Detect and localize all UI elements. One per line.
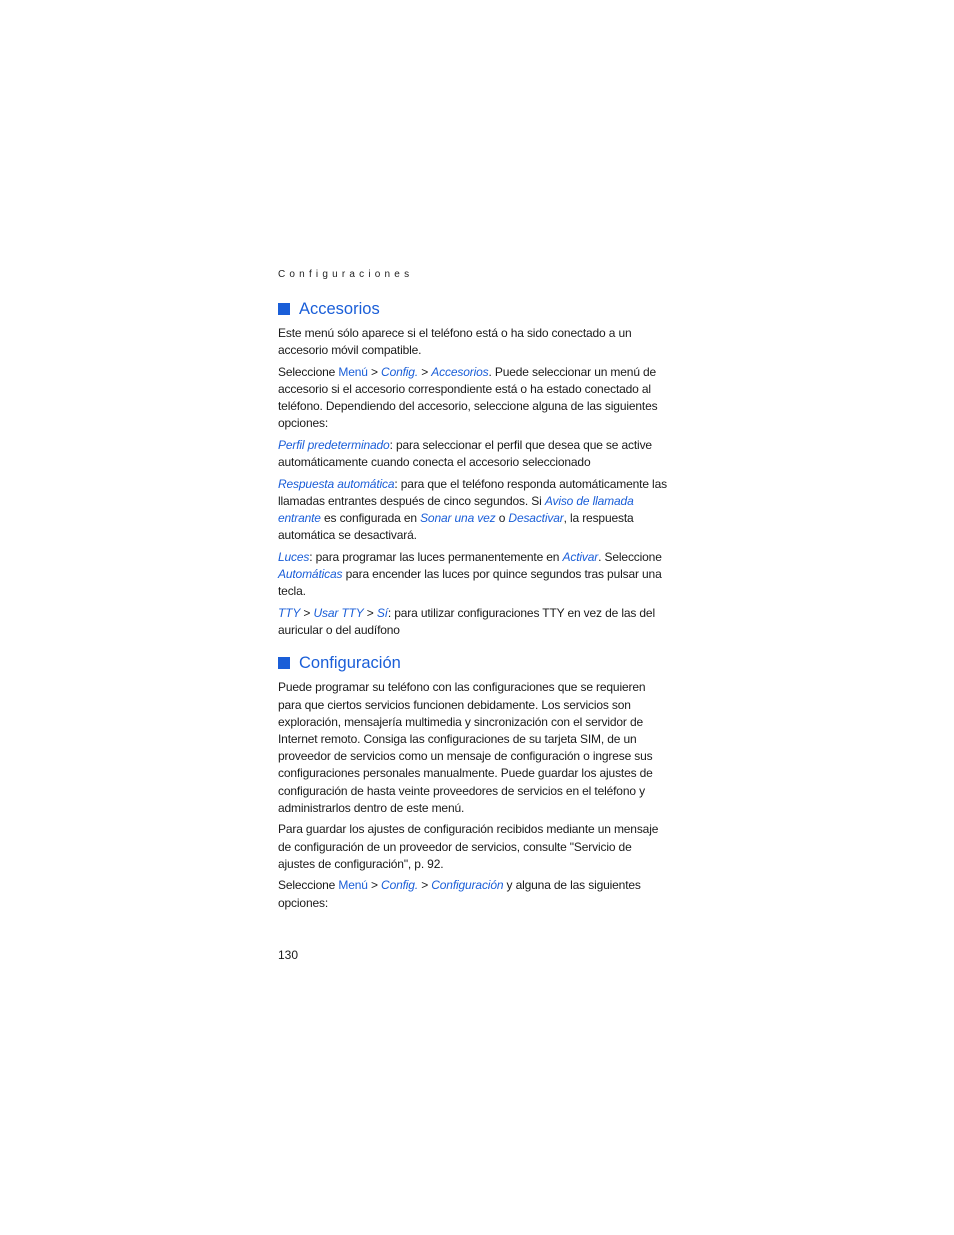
text-run: Seleccione [278, 364, 339, 379]
separator: > [363, 606, 377, 620]
text-run: Seleccione [278, 878, 339, 893]
section-heading-configuracion [278, 652, 670, 674]
menu-reference: Menú [338, 878, 368, 893]
text-run: para encender las luces por quince segundos tras pulsar una tecla. [278, 567, 662, 599]
paragraph [278, 877, 670, 911]
text-run: , la respuesta automática se desactivará. [278, 511, 634, 543]
paragraph: Este menú sólo aparece si el teléfono está o ha sido conectado a un accesorio móvil compatible. [278, 326, 632, 358]
page-number: 130 [278, 948, 299, 962]
text-run: o [495, 511, 509, 526]
text-run: y alguna de las siguientes opciones: [278, 878, 641, 910]
option-reference: Config. [381, 364, 419, 379]
option-reference: Desactivar [508, 511, 564, 526]
separator: > [418, 878, 432, 893]
running-header: Configuraciones [278, 269, 414, 280]
text-run: es configurada en [320, 511, 421, 526]
section-configuracion [278, 652, 670, 911]
section-title: Accesorios [299, 300, 380, 318]
paragraph [278, 476, 670, 545]
paragraph [278, 549, 670, 601]
option-reference: Accesorios [431, 364, 489, 379]
option-reference: Usar TTY [313, 606, 364, 620]
section-title: Configuración [299, 654, 401, 673]
option-reference: Activar [562, 550, 599, 564]
separator: > [367, 364, 382, 379]
paragraph [278, 605, 670, 639]
text-run: : para programar las luces permanentemente en [309, 550, 563, 564]
option-reference: Sí [376, 606, 388, 620]
text-run: . Puede seleccionar un menú de accesorio si el accesorio correspondiente está o ha estado conectado al teléfono. Dependiendo del accesorio, seleccione alguna de las siguientes opciones: [278, 364, 658, 431]
section-heading-accesorios [278, 298, 670, 320]
option-reference: TTY [278, 606, 301, 620]
menu-reference: Menú [338, 364, 368, 379]
option-reference: Respuesta automática [278, 476, 395, 491]
option-reference: Perfil predeterminado [278, 438, 390, 452]
paragraph [278, 364, 670, 433]
text-run: . Seleccione [598, 550, 662, 564]
section-accesorios [278, 298, 670, 639]
page-content [278, 268, 670, 916]
option-reference: Config. [381, 878, 419, 893]
option-reference: Luces [278, 550, 310, 564]
text-run: : para seleccionar el perfil que desea que se active automáticamente cuando conecta el accesorio seleccionado [278, 438, 652, 470]
separator: > [418, 364, 432, 379]
option-reference: Aviso de llamada entrante [278, 494, 634, 526]
heading-square-icon [278, 657, 290, 669]
paragraph: Puede programar su teléfono con las configuraciones que se requieren para que ciertos servicios funcionen debidamente. Los servicios son exploración, mensajería multimedia y sincronización con el servidor de Internet remoto. Consiga las configuraciones de su tarjeta SIM, de un proveedor de servicios como un mensaje de configuración o ingrese sus configuraciones personales manualmente. Puede guardar los ajustes de configuración de hasta veinte proveedores de servicios en el teléfono y administrarlos dentro de este menú. [278, 680, 653, 815]
option-reference: Configuración [431, 878, 504, 893]
separator: > [367, 878, 382, 893]
paragraph: Para guardar los ajustes de configuración recibidos mediante un mensaje de configuración de un proveedor de servicios, consulte "Servicio de ajustes de configuración", p. 92. [278, 822, 659, 871]
paragraph [278, 437, 670, 471]
text-run: : para que el teléfono responda automáticamente las llamadas entrantes después de cinco segundos. Si [278, 476, 667, 508]
separator: > [300, 606, 314, 620]
heading-square-icon [278, 303, 290, 315]
option-reference: Automáticas [278, 567, 343, 582]
option-reference: Sonar una vez [420, 511, 496, 526]
text-run: : para utilizar configuraciones TTY en vez de las del auricular o del audífono [278, 606, 655, 638]
